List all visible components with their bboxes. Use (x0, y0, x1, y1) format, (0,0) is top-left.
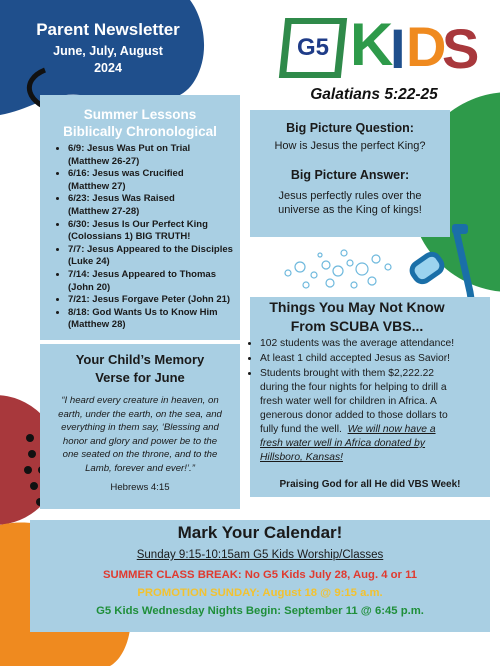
lesson-date-title: 6/23: Jesus Was Raised (68, 193, 175, 205)
lesson-item (68, 168, 264, 193)
memory-verse-subtitle: Verse for June (95, 370, 185, 385)
lesson-date-title: 6/30: Jesus Is Our Perfect King (68, 218, 208, 230)
lesson-date-title: 7/21: Jesus Forgave Peter (John 21) (68, 294, 231, 306)
big-picture-question: How is Jesus the perfect King? (274, 140, 426, 152)
lesson-item (68, 269, 264, 294)
lesson-scripture: (Luke 24) (68, 256, 110, 268)
lesson-scripture: (Colossians 1) BIG TRUTH! (68, 231, 191, 243)
memory-verse-line: one seated on the throne, and to the (62, 449, 218, 460)
big-picture-answer-line1: Jesus perfectly rules over the (278, 190, 422, 202)
well-line: during the four nights for helping to drill a (260, 382, 447, 393)
g5-logo-text: G5 (296, 34, 329, 61)
memory-verse-line: everything in them say, ‘Blessing and (61, 422, 219, 433)
memory-verse-reference: Hebrews 4:15 (110, 482, 170, 493)
well-line: fully fund the well. (260, 424, 342, 435)
scuba-closing: Praising God for all He did VBS Week! (279, 479, 461, 490)
lesson-date-title: 8/18: God Wants Us to Know Him (68, 306, 218, 318)
lesson-date-title: 6/9: Jesus Was Put on Trial (68, 143, 191, 154)
calendar-panel (30, 520, 490, 632)
g5-kids-logo (282, 10, 482, 82)
lesson-scripture: (Matthew 27-28) (68, 205, 140, 217)
big-picture-panel (250, 110, 450, 237)
well-announcement: Hillsboro, Kansas! (260, 452, 343, 463)
lesson-item (68, 193, 264, 218)
memory-verse-text (36, 394, 244, 475)
memory-verse-line: earth, under the earth, on the sea, and (58, 408, 222, 420)
calendar-sunday-classes: Sunday 9:15-10:15am G5 Kids Worship/Classes (136, 549, 384, 561)
scuba-fact-attendance: • 102 students was the average attendance! (260, 337, 500, 351)
kids-letter-d: D (406, 15, 447, 78)
kids-letter-i: I (390, 17, 406, 80)
kids-letter-k: K (350, 11, 394, 78)
big-picture-answer-heading: Big Picture Answer: (290, 168, 410, 182)
well-line: generous donor added to those dollars to (260, 410, 448, 421)
lesson-item (68, 219, 264, 244)
scuba-fact-salvation: • At least 1 child accepted Jesus as Savior! (260, 352, 500, 366)
lesson-scripture: (Matthew 27) (68, 180, 126, 192)
well-announcement: We will now have a (347, 424, 436, 435)
big-picture-answer-line2: universe as the King of kings! (278, 204, 422, 216)
lessons-list (46, 143, 264, 332)
summer-lessons-subtitle: Biblically Chronological (63, 124, 217, 139)
lesson-scripture: (Matthew 28) (68, 319, 126, 331)
scuba-title: Things You May Not Know (269, 299, 445, 315)
lesson-item (68, 294, 264, 307)
memory-verse-panel (40, 344, 240, 509)
newsletter-months: June, July, August (53, 44, 163, 58)
kids-letter-s: S (442, 17, 480, 80)
well-line: Students brought with them $2,222.22 (260, 368, 435, 379)
scuba-fact-well (260, 367, 500, 465)
calendar-title: Mark Your Calendar! (177, 523, 343, 542)
newsletter-title: Parent Newsletter (36, 20, 180, 39)
big-picture-question-heading: Big Picture Question: (286, 121, 414, 135)
memory-verse-line: “I heard every creature in heaven, on (61, 395, 219, 406)
well-announcement: fresh water well in Africa donated by (260, 438, 426, 449)
lesson-date-title: 7/14: Jesus Appeared to Thomas (68, 268, 217, 280)
newsletter-year: 2024 (94, 61, 122, 75)
calendar-wednesday-nights: G5 Kids Wednesday Nights Begin: September 11 @ 6:45 p.m. (96, 605, 424, 617)
calendar-summer-break: SUMMER CLASS BREAK: No G5 Kids July 28, Aug. 4 or 11 (102, 569, 418, 581)
scuba-facts-list (242, 337, 500, 466)
scuba-subtitle: From SCUBA VBS... (290, 318, 424, 334)
memory-verse-title: Your Child’s Memory (75, 352, 205, 367)
bubbles-decoration (280, 245, 400, 295)
verse-reference: Galatians 5:22-25 (310, 86, 438, 103)
lesson-item (68, 244, 264, 269)
memory-verse-line: honor and glory and power be to the (62, 435, 218, 447)
lesson-date-title: 6/16: Jesus was Crucified (68, 168, 184, 180)
lesson-item (68, 143, 264, 168)
lesson-scripture: (John 20) (68, 281, 111, 293)
well-line: fresh water well for children in Africa. A (260, 396, 437, 407)
memory-verse-line: Lamb, forever and ever!’.” (85, 462, 195, 474)
lesson-scripture: (Matthew 26-27) (68, 155, 140, 167)
summer-lessons-title: Summer Lessons (83, 107, 197, 122)
lesson-item (68, 307, 264, 332)
lesson-date-title: 7/7: Jesus Appeared to the Disciples (68, 243, 233, 255)
scuba-vbs-panel (250, 297, 490, 497)
summer-lessons-panel (40, 95, 240, 340)
calendar-promotion-sunday: PROMOTION SUNDAY: August 18 @ 9:15 a.m. (137, 587, 383, 599)
